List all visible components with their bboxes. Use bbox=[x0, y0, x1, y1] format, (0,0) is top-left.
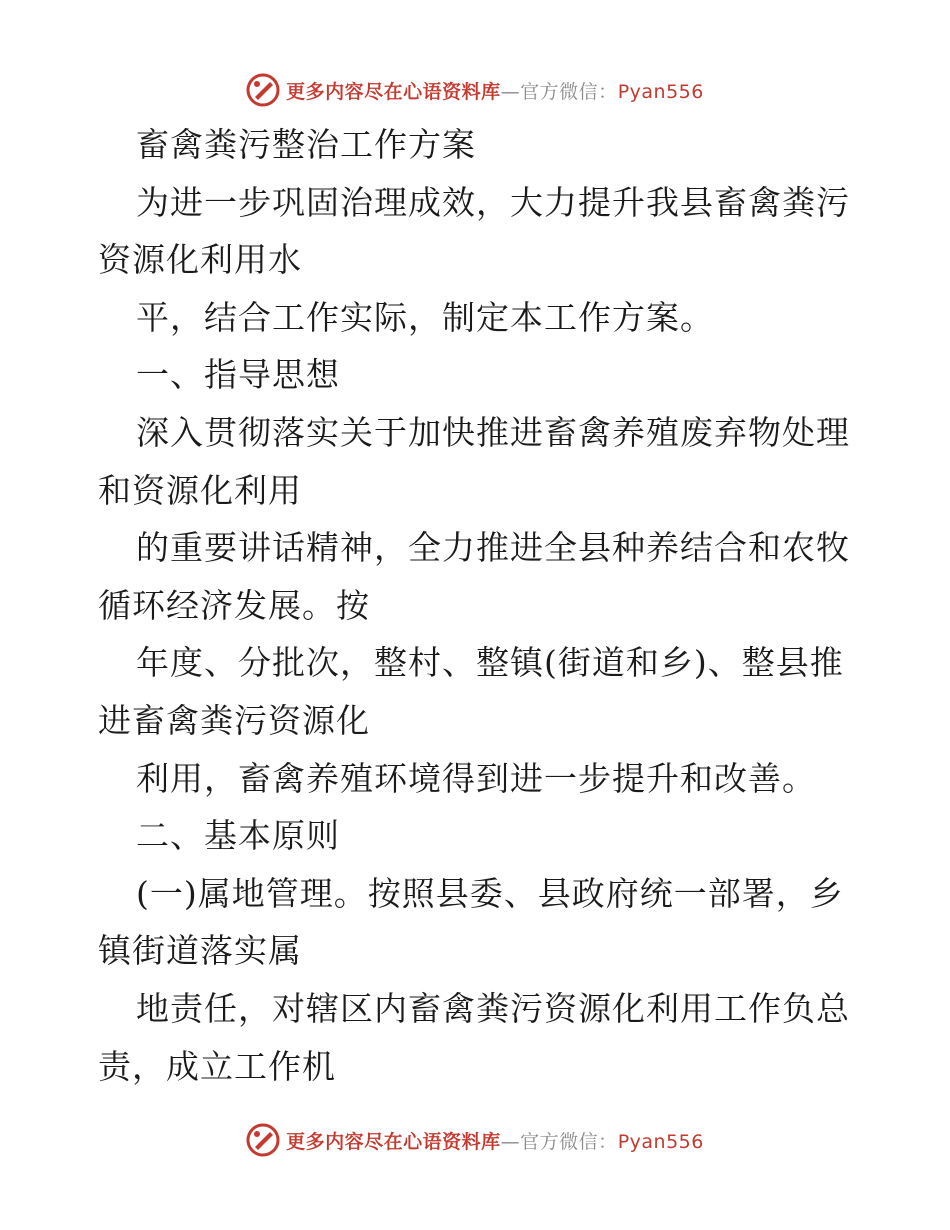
text-line: 的重要讲话精神，全力推进全县种养结合和农牧 bbox=[136, 528, 850, 568]
text-line: 和资源化利用 bbox=[98, 470, 302, 510]
brand-logo-icon bbox=[246, 73, 280, 107]
text-line: 二、基本原则 bbox=[136, 816, 340, 856]
watermark-label: 官方微信： bbox=[520, 80, 618, 103]
watermark-brand: 更多内容尽在心语资料库 bbox=[286, 1130, 501, 1153]
text-line: 利用，畜禽养殖环境得到进一步提升和改善。 bbox=[136, 758, 816, 798]
watermark-separator: — bbox=[500, 80, 521, 103]
text-line: 进畜禽粪污资源化 bbox=[98, 700, 370, 740]
watermark-id: Pyan556 bbox=[617, 80, 704, 103]
text-line: 深入贯彻落实关于加快推进畜禽养殖废弃物处理 bbox=[136, 412, 850, 452]
text-line: 畜禽粪污整治工作方案 bbox=[136, 125, 476, 164]
text-line: 一、指导思想 bbox=[136, 355, 340, 395]
text-line: 责，成立工作机 bbox=[98, 1046, 336, 1086]
text-line: 为进一步巩固治理成效，大力提升我县畜禽粪污 bbox=[136, 182, 850, 222]
text-line: 平，结合工作实际，制定本工作方案。 bbox=[136, 297, 714, 337]
watermark-banner-top bbox=[0, 70, 950, 110]
document-body bbox=[98, 116, 858, 1095]
watermark-separator: — bbox=[500, 1130, 521, 1153]
text-line: 年度、分批次，整村、整镇(街道和乡)、整县推 bbox=[136, 643, 844, 683]
watermark-label: 官方微信： bbox=[520, 1130, 618, 1153]
brand-logo-icon bbox=[246, 1123, 280, 1157]
text-line: 资源化利用水 bbox=[98, 240, 302, 280]
watermark-id: Pyan556 bbox=[617, 1130, 704, 1153]
text-line: 地责任，对辖区内畜禽粪污资源化利用工作负总 bbox=[136, 988, 850, 1028]
text-line: (一)属地管理。按照县委、县政府统一部署，乡 bbox=[136, 873, 844, 913]
watermark-banner-bottom bbox=[0, 1120, 950, 1160]
text-line: 循环经济发展。按 bbox=[98, 585, 370, 625]
watermark-brand: 更多内容尽在心语资料库 bbox=[286, 80, 501, 103]
text-line: 镇街道落实属 bbox=[98, 931, 302, 971]
